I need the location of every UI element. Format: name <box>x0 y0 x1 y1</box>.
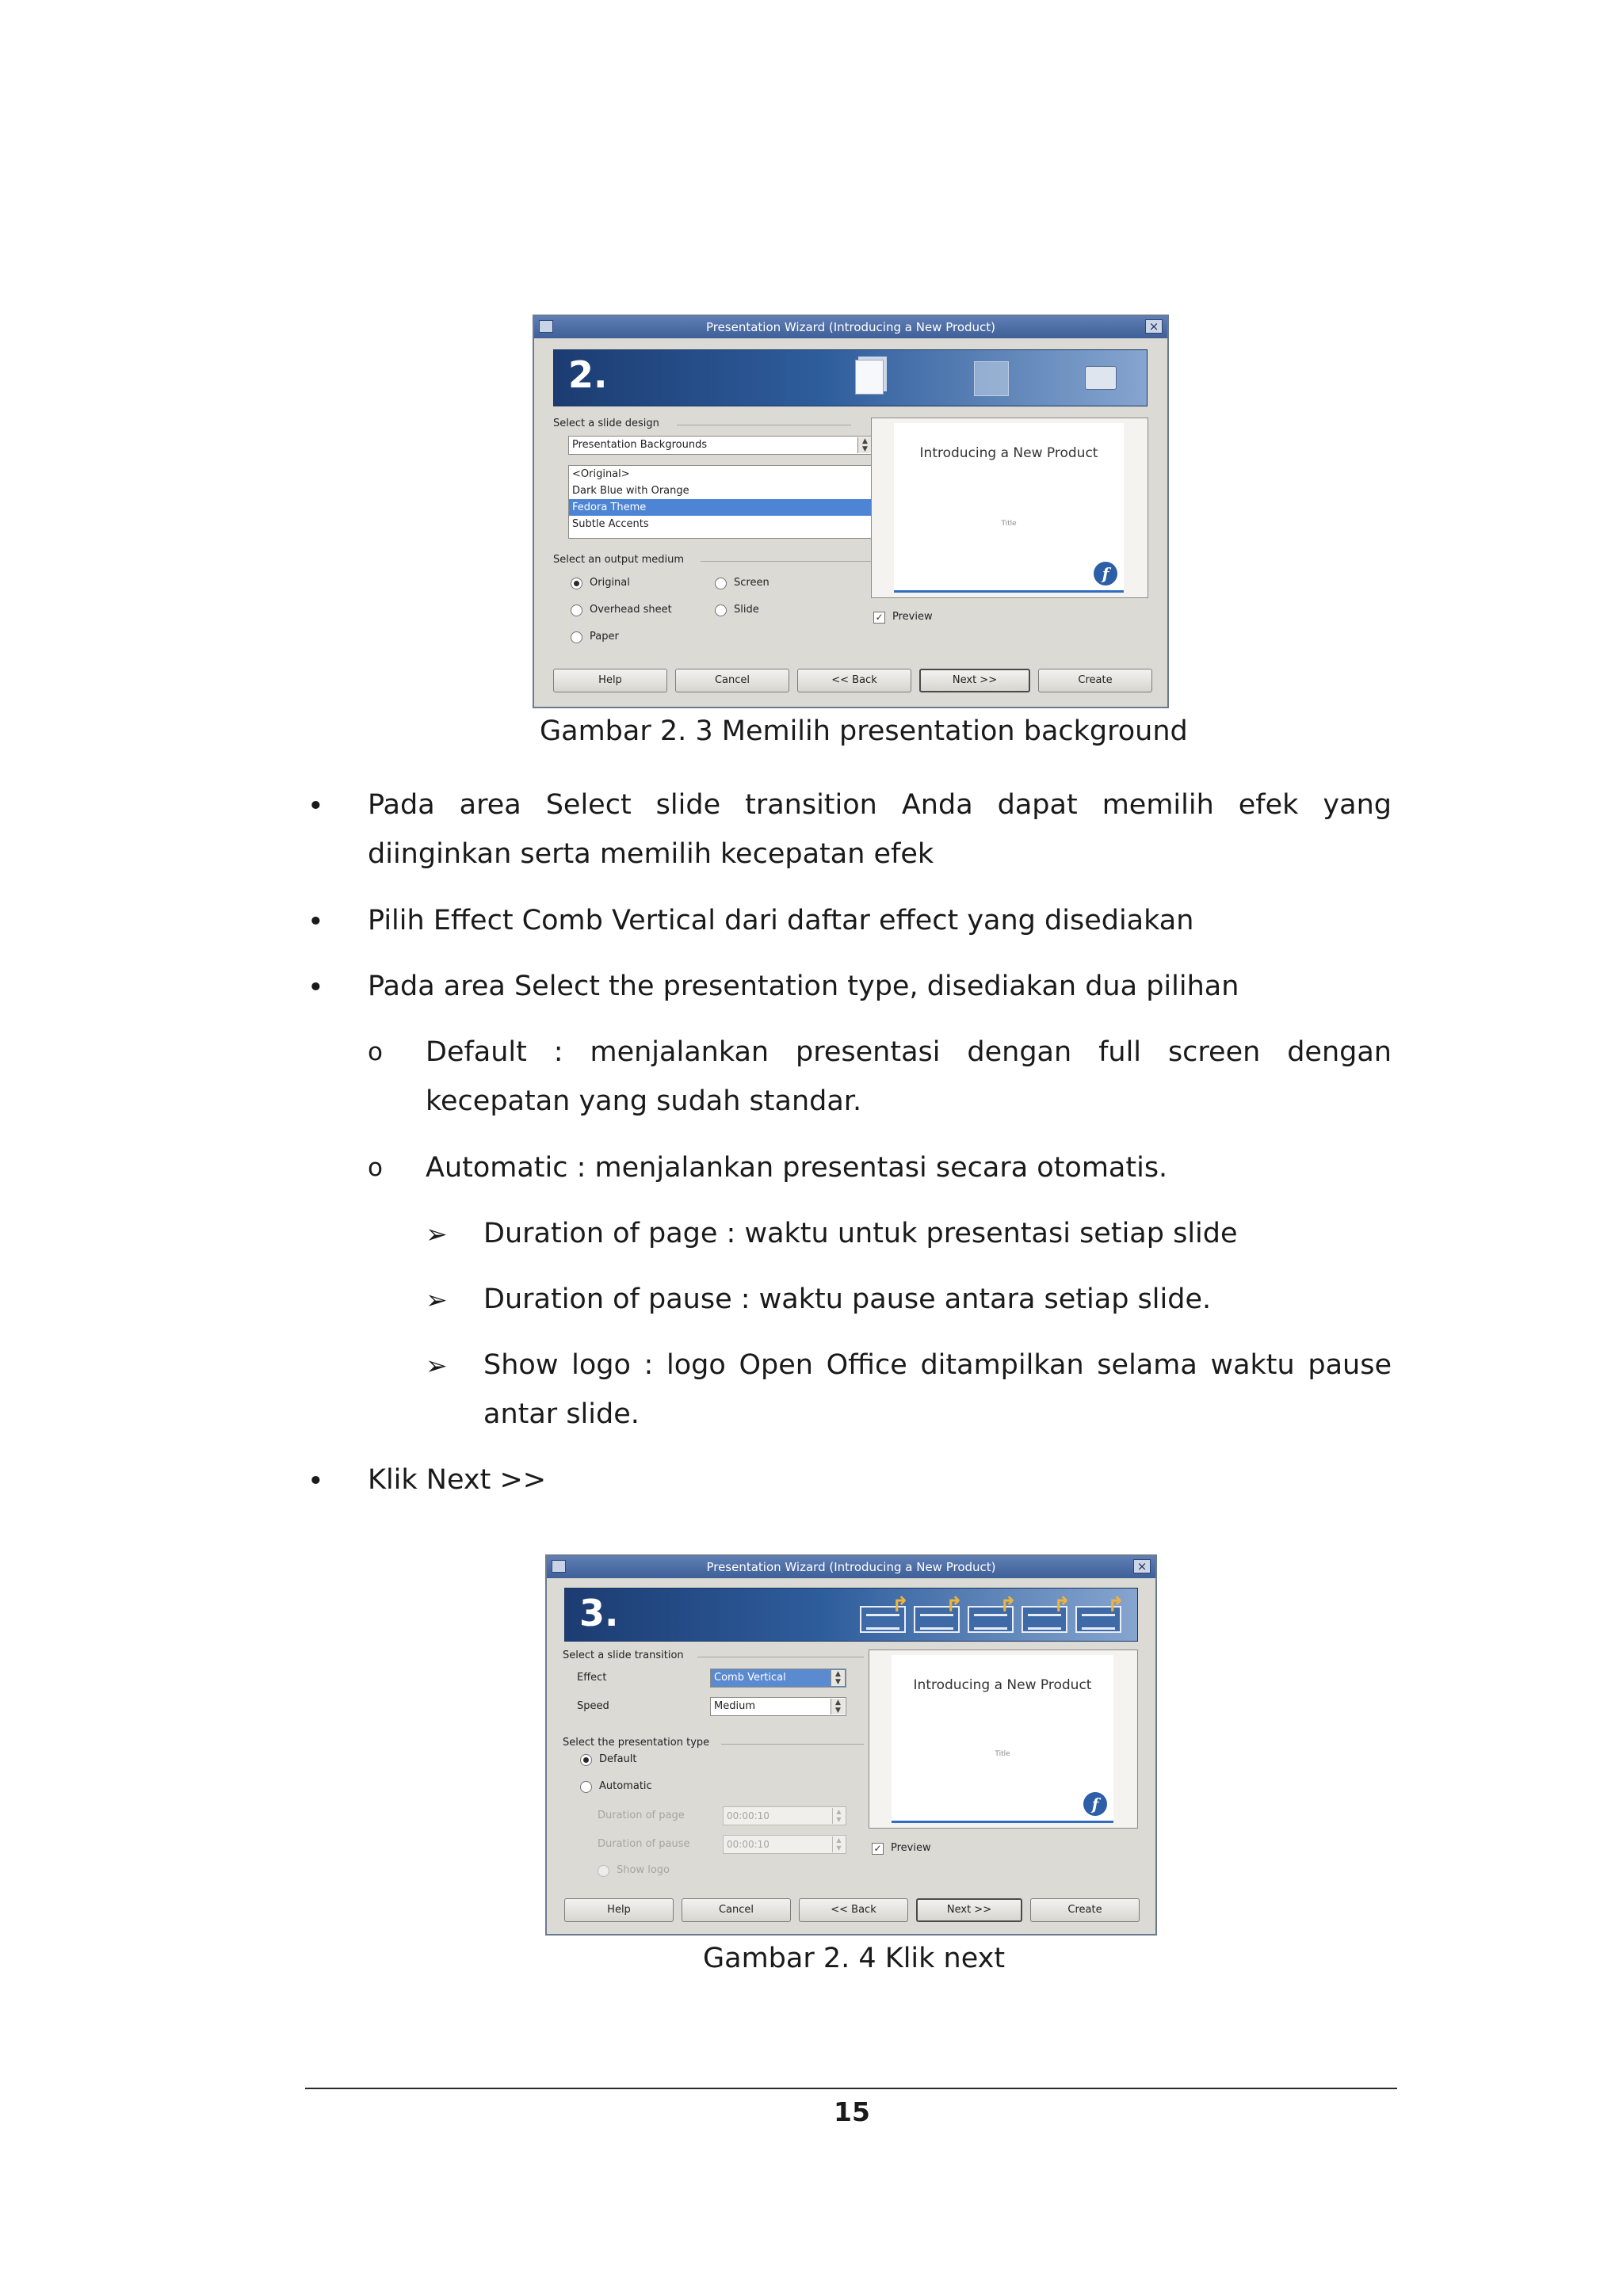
next-button[interactable]: Next >> <box>919 669 1030 692</box>
hollow-circle-icon: o <box>368 1154 383 1182</box>
speed-label: Speed <box>577 1700 609 1712</box>
effect-label: Effect <box>577 1672 607 1684</box>
preview-subtitle: Title <box>1001 520 1017 528</box>
group-divider <box>721 1744 864 1745</box>
paragraph-arrow-1: Duration of page : waktu untuk presentasi setiap slide <box>483 1218 1238 1249</box>
wizard-dialog-step2 <box>533 315 1169 708</box>
output-group-label: Select an output medium <box>553 554 685 566</box>
slide-transition-icon: ↱ <box>1075 1606 1121 1633</box>
radio-slide[interactable] <box>715 605 727 616</box>
window-menu-icon[interactable] <box>552 1560 566 1573</box>
design-category-value: Presentation Backgrounds <box>572 439 708 451</box>
right-arrowhead-icon: ➢ <box>426 1219 448 1249</box>
wizard-banner <box>564 1588 1138 1642</box>
radio-original[interactable] <box>571 578 582 589</box>
spin-arrows-icon[interactable]: ▲ ▼ <box>832 1808 845 1824</box>
right-arrowhead-icon: ➢ <box>426 1284 448 1315</box>
step-number: 2. <box>568 353 608 396</box>
radio-label-slide: Slide <box>734 604 759 616</box>
paragraph-bullet-1: Pada area Select slide transition Anda dapat memilih efek yang diinginkan serta memilih kecepatan efek <box>368 789 1392 870</box>
radio-screen[interactable] <box>715 578 727 589</box>
duration-pause-input[interactable] <box>723 1835 846 1854</box>
help-button[interactable]: Help <box>553 669 667 692</box>
radio-overhead-sheet[interactable] <box>571 605 582 616</box>
design-group-label: Select a slide design <box>553 418 659 429</box>
right-arrowhead-icon: ➢ <box>426 1350 448 1381</box>
printer-icon <box>1085 366 1117 390</box>
bullet-dot-icon: • <box>307 791 324 822</box>
slide-transition-icon: ↱ <box>914 1606 960 1633</box>
effect-select[interactable] <box>710 1669 846 1688</box>
duration-pause-label: Duration of pause <box>598 1838 690 1850</box>
preview-subtitle: Title <box>995 1750 1010 1758</box>
cancel-button[interactable]: Cancel <box>682 1898 791 1922</box>
next-button[interactable]: Next >> <box>916 1898 1022 1922</box>
spin-arrows-icon[interactable]: ▲ ▼ <box>857 437 872 453</box>
speed-value: Medium <box>714 1700 755 1712</box>
radio-label-automatic: Automatic <box>599 1780 652 1792</box>
paragraph-sub-1-line-2: kecepatan yang sudah standar. <box>426 1085 862 1117</box>
paragraph-sub-1-line-1: Default : menjalankan presentasi dengan full screen dengan <box>426 1036 1392 1068</box>
type-group-label: Select the presentation type <box>563 1737 710 1749</box>
page-number: 15 <box>834 2096 870 2127</box>
help-button[interactable]: Help <box>564 1898 674 1922</box>
spin-arrows-icon[interactable]: ▲ ▼ <box>831 1670 845 1686</box>
preview-checkbox-label: Preview <box>892 611 933 623</box>
close-icon[interactable]: × <box>1145 319 1163 334</box>
paragraph-bullet-2: Pilih Effect Comb Vertical dari daftar effect yang disediakan <box>368 905 1194 936</box>
radio-paper[interactable] <box>571 631 582 643</box>
transition-group-label: Select a slide transition <box>563 1650 684 1661</box>
cancel-button[interactable]: Cancel <box>675 669 789 692</box>
bullet-dot-icon: • <box>307 972 324 1004</box>
hollow-circle-icon: o <box>368 1038 383 1066</box>
paragraph-arrow-2: Duration of pause : waktu pause antara setiap slide. <box>483 1283 1212 1315</box>
preview-frame <box>871 418 1148 598</box>
dialog-title-bar <box>534 316 1167 338</box>
preview-title: Introducing a New Product <box>913 1677 1092 1693</box>
duration-pause-value: 00:00:10 <box>727 1839 769 1850</box>
preview-checkbox-label: Preview <box>891 1842 931 1854</box>
preview-slide <box>894 423 1124 593</box>
dialog-title: Presentation Wizard (Introducing a New Product) <box>705 320 996 334</box>
radio-label-paper: Paper <box>590 631 619 643</box>
speed-select[interactable] <box>710 1697 846 1716</box>
design-category-select[interactable] <box>568 436 873 455</box>
dialog-title-bar <box>547 1556 1155 1578</box>
list-item[interactable]: Dark Blue with Orange <box>572 485 689 497</box>
show-logo-checkbox[interactable] <box>598 1865 609 1877</box>
slide-transition-icon: ↱ <box>968 1606 1014 1633</box>
bullet-dot-icon: • <box>307 1466 324 1497</box>
paragraph-bullet-3: Pada area Select the presentation type, disediakan dua pilihan <box>368 971 1239 1002</box>
wizard-banner <box>553 349 1148 406</box>
radio-label-default: Default <box>599 1753 637 1765</box>
slide-transition-icon: ↱ <box>1022 1606 1067 1633</box>
list-item[interactable]: <Original> <box>572 468 630 480</box>
figure-caption-1: Gambar 2. 3 Memilih presentation background <box>540 715 1188 747</box>
back-button[interactable]: << Back <box>797 669 911 692</box>
create-button[interactable]: Create <box>1038 669 1152 692</box>
radio-automatic[interactable] <box>580 1781 592 1793</box>
duration-page-input[interactable] <box>723 1806 846 1825</box>
preview-checkbox[interactable]: ✓ <box>873 612 885 624</box>
window-menu-icon[interactable] <box>539 320 553 333</box>
radio-label-screen: Screen <box>734 577 769 589</box>
faded-page-icon <box>974 361 1009 396</box>
bullet-dot-icon: • <box>307 906 324 938</box>
back-button[interactable]: << Back <box>799 1898 908 1922</box>
paragraph-arrow-3-line-2: antar slide. <box>483 1398 640 1430</box>
page-icon <box>855 360 884 395</box>
paragraph-sub-2: Automatic : menjalankan presentasi secara otomatis. <box>426 1152 1168 1184</box>
radio-default[interactable] <box>580 1754 592 1766</box>
dialog-title: Presentation Wizard (Introducing a New Product) <box>706 1560 996 1574</box>
preview-frame <box>869 1650 1138 1829</box>
close-icon[interactable]: × <box>1133 1559 1151 1573</box>
show-logo-label: Show logo <box>617 1864 670 1876</box>
spin-arrows-icon[interactable]: ▲ ▼ <box>832 1836 845 1852</box>
group-divider <box>701 561 875 562</box>
design-list[interactable] <box>568 465 873 539</box>
slide-transition-icon: ↱ <box>860 1606 906 1633</box>
preview-checkbox[interactable]: ✓ <box>872 1843 884 1855</box>
paragraph-bullet-4: Klik Next >> <box>368 1464 547 1496</box>
step-number: 3. <box>579 1592 619 1634</box>
radio-label-original: Original <box>590 577 630 589</box>
paragraph-arrow-3-line-1: Show logo : logo Open Office ditampilkan selama waktu pause <box>483 1349 1392 1381</box>
radio-label-overhead-sheet: Overhead sheet <box>590 604 672 616</box>
fedora-logo-icon: f <box>1083 1792 1107 1816</box>
footer-divider <box>305 2088 1397 2089</box>
spin-arrows-icon[interactable]: ▲ ▼ <box>831 1699 845 1714</box>
duration-page-label: Duration of page <box>598 1810 685 1821</box>
preview-slide <box>892 1655 1113 1823</box>
figure-caption-2: Gambar 2. 4 Klik next <box>703 1943 1006 1974</box>
preview-title: Introducing a New Product <box>919 445 1098 461</box>
list-item[interactable]: Subtle Accents <box>572 518 649 530</box>
duration-page-value: 00:00:10 <box>727 1810 769 1821</box>
create-button[interactable]: Create <box>1030 1898 1140 1922</box>
effect-value: Comb Vertical <box>714 1672 786 1684</box>
wizard-dialog-step3 <box>545 1554 1157 1936</box>
fedora-logo-icon: f <box>1094 562 1117 585</box>
list-item-selected[interactable]: Fedora Theme <box>569 499 873 516</box>
